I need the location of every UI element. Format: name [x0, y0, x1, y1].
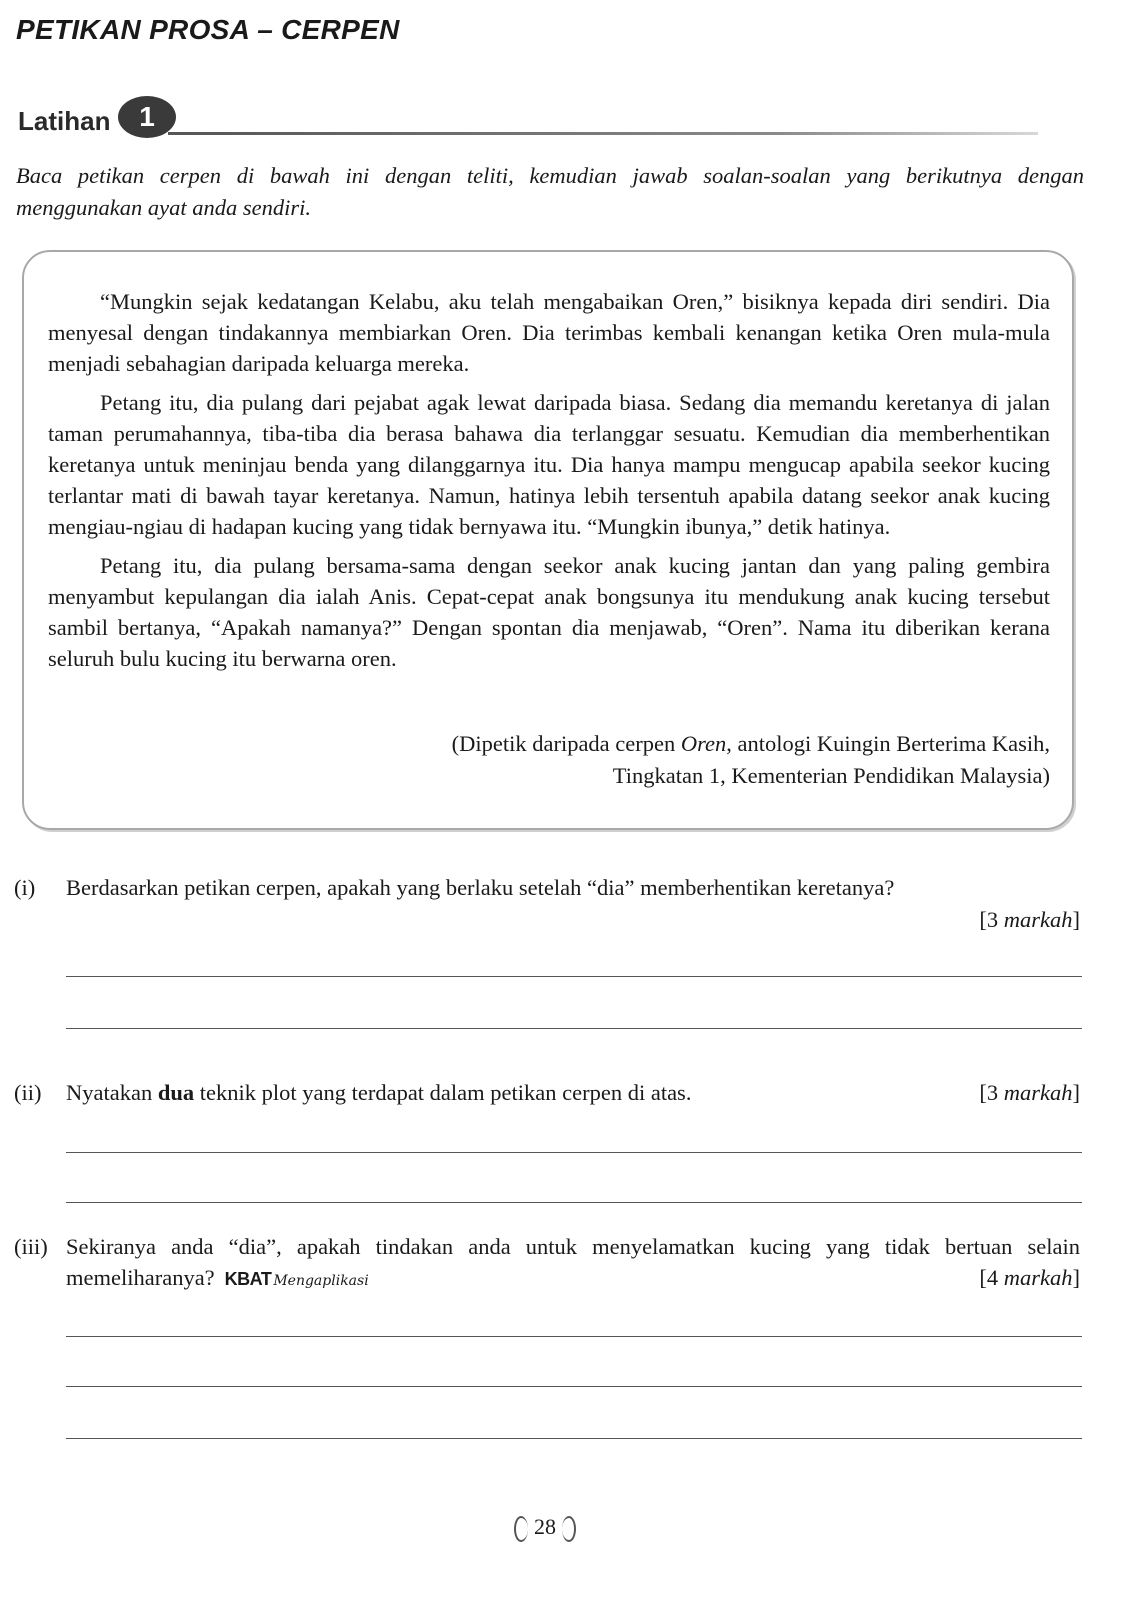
- instruction-text: Baca petikan cerpen di bawah ini dengan teliti, kemudian jawab soalan-soalan yang berikutnya dengan menggunakan ayat anda sendiri.: [16, 163, 1084, 220]
- question-marks: [3 markah]: [979, 1080, 1080, 1105]
- answer-line[interactable]: [66, 1202, 1082, 1203]
- page-title: PETIKAN PROSA – CERPEN: [16, 14, 400, 45]
- source-line-1: [300, 728, 1050, 760]
- question-1: [0, 872, 1128, 962]
- question-text: Sekiranya anda “dia”, apakah tindakan anda untuk menyelamatkan kucing yang tidak bertuan selain memeliharanya? KBAT Mengaplikasi: [66, 1234, 1080, 1290]
- answer-line[interactable]: [66, 1336, 1082, 1337]
- passage-paragraph: Petang itu, dia pulang bersama-sama dengan seekor anak kucing jantan dan yang paling gembira menyambut kepulangan dia ialah Anis. Cepat-cepat anak bongsunya itu mendukung anak kucing tersebut sambil bertanya, “Apakah namanya?” Dengan spontan dia menjawab, “Oren”. Nama itu diberikan kerana seluruh bulu kucing itu berwarna oren.: [48, 553, 1050, 671]
- passage-paragraph: Petang itu, dia pulang dari pejabat agak lewat daripada biasa. Sedang dia memandu keretanya di jalan taman perumahannya, tiba-tiba dia berasa bahawa dia terlanggar sesuatu. Kemudian dia memberhentikan keretanya untuk meninjau benda yang dilanggarnya itu. Dia hanya mampu mengucap apabila seekor kucing terlantar mati di bawah tayar keretanya. Namun, hatinya lebih tersentuh apabila datang seekor anak kucing mengiau-ngiau di hadapan kucing yang tidak bernyawa itu. “Mungkin ibunya,” detik hatinya.: [48, 390, 1050, 539]
- passage: [48, 286, 1050, 682]
- source-line-2: Tingkatan 1, Kementerian Pendidikan Malaysia): [612, 763, 1050, 788]
- answer-line[interactable]: [66, 1386, 1082, 1387]
- question-marks: [3 markah]: [979, 907, 1080, 932]
- passage-paragraph: “Mungkin sejak kedatangan Kelabu, aku telah mengabaikan Oren,” bisiknya kepada diri sendiri. Dia menyesal dengan tindakannya membiarkan Oren. Dia terimbas kembali kenangan ketika Oren mula-mula menjadi sebahagian daripada keluarga mereka.: [48, 289, 1050, 376]
- answer-line[interactable]: [66, 1028, 1082, 1029]
- question-number: (ii): [14, 1080, 42, 1105]
- question-number: (iii): [14, 1234, 48, 1259]
- source-prefix: (Dipetik daripada cerpen: [451, 731, 681, 756]
- exercise-label: Latihan: [18, 106, 111, 136]
- exercise-heading: [18, 96, 1038, 142]
- question-marks: [4 markah]: [979, 1265, 1080, 1290]
- question-text: Nyatakan dua teknik plot yang terdapat dalam petikan cerpen di atas.: [66, 1080, 692, 1105]
- answer-line[interactable]: [66, 1152, 1082, 1153]
- answer-line[interactable]: [66, 1438, 1082, 1439]
- passage-source: [300, 728, 1050, 792]
- question-2: [0, 1077, 1128, 1117]
- question-number: (i): [14, 875, 36, 900]
- question-3: [0, 1231, 1128, 1301]
- answer-line[interactable]: [66, 976, 1082, 977]
- exercise-number-badge: 1: [118, 96, 176, 138]
- source-suffix: , antologi Kuingin Berterima Kasih,: [726, 731, 1050, 756]
- source-title: Oren: [680, 731, 727, 756]
- kbat-label: KBAT: [224, 1269, 272, 1289]
- heading-rule: [168, 132, 1038, 135]
- question-text: Berdasarkan petikan cerpen, apakah yang berlaku setelah “dia” memberhentikan keretanya?: [66, 875, 895, 900]
- page-number: 28: [510, 1512, 580, 1542]
- kbat-sublabel: Mengaplikasi: [273, 1273, 369, 1289]
